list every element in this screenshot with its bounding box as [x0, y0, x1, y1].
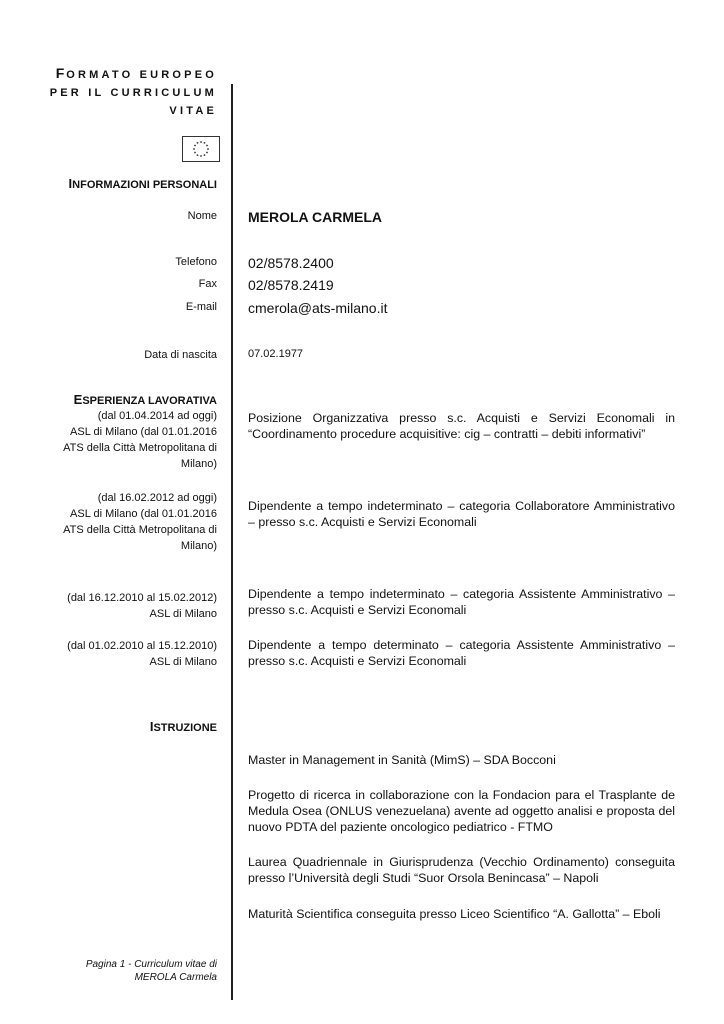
education-item: Master in Management in Sanità (MimS) – SDA Bocconi — [248, 753, 556, 767]
eu-flag-icon — [182, 136, 220, 162]
experience-period: (dal 16.12.2010 al 15.02.2012) ASL di Milano — [67, 592, 217, 620]
title-line-2: PER IL CURRICULUM — [49, 87, 217, 99]
title-line-3: VITAE — [169, 105, 217, 117]
experience-description: Dipendente a tempo indeterminato – categoria Collaboratore Amministrativo – presso s.c. Acquisti e Servizi Economali — [248, 499, 675, 529]
experience-description: Posizione Organizzativa presso s.c. Acquisti e Servizi Economali in “Coordinamento procedure acquisitive: cig – contratti – debiti informativi” — [248, 411, 675, 441]
experience-period: (dal 16.02.2012 ad oggi) ASL di Milano (dal 01.01.2016 ATS della Città Metropolitana di Milano) — [63, 492, 217, 552]
section-personal-info: INFORMAZIONI PERSONALI — [68, 176, 217, 191]
education-item: Maturità Scientifica conseguita presso Liceo Scientifico “A. Gallotta” – Eboli — [248, 907, 661, 921]
fax-label: Fax — [198, 278, 217, 290]
title-line-1: FORMATO EUROPEO — [55, 65, 217, 81]
fax-value: 02/8578.2419 — [248, 277, 334, 293]
name-label: Nome — [187, 210, 217, 222]
experience-description: Dipendente a tempo indeterminato – categoria Assistente Amministrativo – presso s.c. Acquisti e Servizi Economali — [248, 587, 675, 617]
birth-date-label: Data di nascita — [144, 349, 217, 361]
column-divider — [231, 84, 233, 1000]
name-value: MEROLA CARMELA — [248, 209, 383, 225]
email-value: cmerola@ats-milano.it — [248, 300, 388, 316]
page-footer: Pagina 1 - Curriculum vitae di MEROLA Carmela — [85, 959, 217, 983]
email-label: E-mail — [185, 301, 217, 313]
phone-value: 02/8578.2400 — [248, 255, 334, 271]
education-item: Progetto di ricerca in collaborazione con la Fondacion para el Trasplante de Medula Osea (ONLUS venezuelana) avente ad oggetto analisi e proposta del nuovo PDTA del paziente oncologico pediatrico - FTMO — [248, 788, 675, 834]
experience-period: (dal 01.02.2010 al 15.12.2010) ASL di Milano — [67, 640, 217, 668]
section-education: ISTRUZIONE — [149, 719, 217, 734]
phone-label: Telefono — [175, 256, 217, 268]
section-work-experience: ESPERIENZA LAVORATIVA — [73, 392, 217, 407]
experience-period: (dal 01.04.2014 ad oggi) ASL di Milano (dal 01.01.2016 ATS della Città Metropolitana di Milano) — [63, 410, 217, 470]
cv-format-title — [50, 64, 217, 120]
education-item: Laurea Quadriennale in Giurisprudenza (Vecchio Ordinamento) conseguita presso l’Università degli Studi “Suor Orsola Benincasa” – Napoli — [248, 855, 675, 885]
birth-date-value: 07.02.1977 — [248, 348, 304, 360]
experience-description: Dipendente a tempo determinato – categoria Assistente Amministrativo – presso s.c. Acquisti e Servizi Economali — [248, 638, 675, 668]
